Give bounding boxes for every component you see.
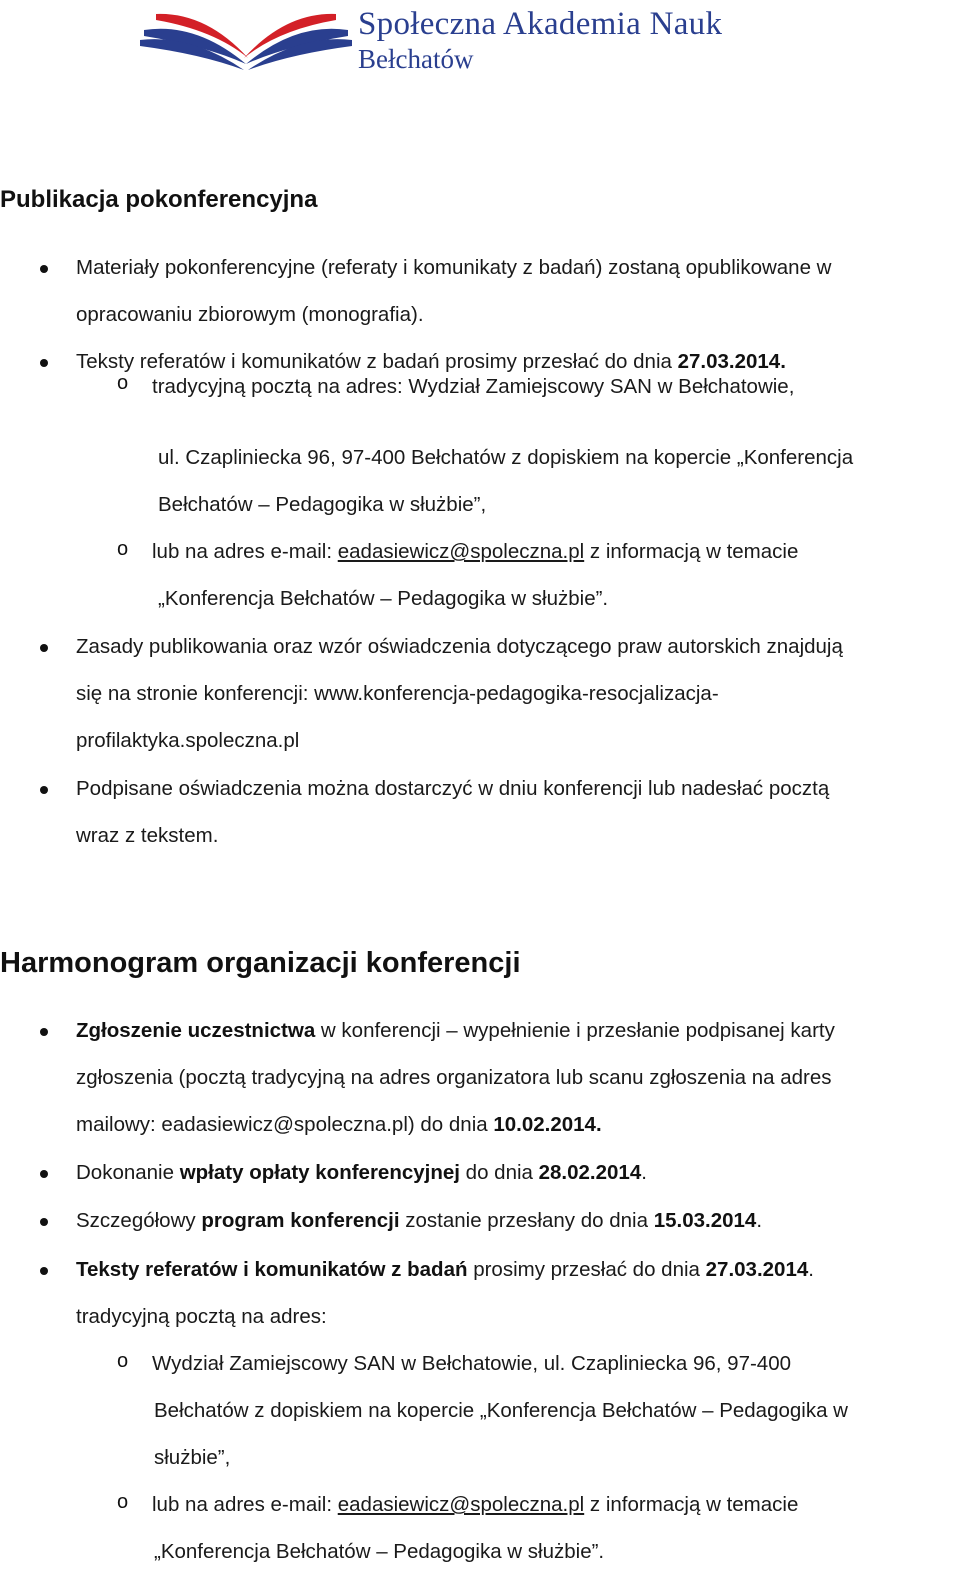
paragraph-text: do dnia (459, 1161, 539, 1184)
paragraph-text: lub na adres e-mail: (152, 540, 338, 563)
deadline-date: 27.03.2014 (705, 1258, 809, 1281)
paragraph-text: w konferencji – wypełnienie i przesłanie podpisanej karty (315, 1019, 835, 1042)
section-heading-schedule: Harmonogram organizacji konferencji (0, 947, 521, 979)
paragraph-text: zostanie przesłany do dnia (399, 1209, 654, 1232)
paragraph-line: tradycyjną pocztą na adres: (76, 1305, 327, 1328)
paragraph-line: opracowaniu zbiorowym (monografia). (76, 303, 424, 326)
logo-subtitle: Bełchatów (358, 44, 474, 74)
paragraph-line (76, 1207, 762, 1235)
paragraph-line: Wydział Zamiejscowy SAN w Bełchatowie, ul. Czapliniecka 96, 97-400 (152, 1352, 792, 1375)
paragraph-text: . (756, 1209, 763, 1232)
logo-title: Społeczna Akademia Nauk (358, 6, 723, 42)
book-emblem-icon (136, 2, 356, 82)
bold-text: wpłaty opłaty konferencyjnej (179, 1161, 460, 1184)
email-link[interactable]: eadasiewicz@spoleczna.pl (337, 540, 585, 563)
paragraph-text: z informacją w temacie (584, 540, 799, 563)
circle-bullet-icon: o (117, 1350, 129, 1372)
paragraph-text: mailowy: eadasiewicz@spoleczna.pl) do dnia (76, 1113, 494, 1136)
paragraph-line (76, 1111, 602, 1139)
circle-bullet-icon: o (117, 538, 129, 560)
paragraph-text: . (641, 1161, 647, 1184)
paragraph-line: ul. Czapliniecka 96, 97-400 Bełchatów z dopiskiem na kopercie „Konferencja (158, 446, 854, 469)
bold-text: Teksty referatów i komunikatów z badań (76, 1258, 468, 1281)
email-link[interactable]: eadasiewicz@spoleczna.pl (337, 1493, 585, 1516)
paragraph-line: Bełchatów z dopiskiem na kopercie „Konferencja Bełchatów – Pedagogika w (154, 1399, 848, 1422)
bullet-icon (40, 1170, 48, 1178)
bullet-icon (40, 1267, 48, 1275)
deadline-date: 15.03.2014 (653, 1209, 757, 1232)
paragraph-line (152, 1491, 798, 1519)
paragraph-text: Dokonanie (76, 1161, 180, 1184)
deadline-date: 28.02.2014 (538, 1161, 642, 1184)
paragraph-line (76, 1159, 647, 1187)
bullet-icon (40, 1218, 48, 1226)
bullet-icon (40, 786, 48, 794)
paragraph-line: wraz z tekstem. (76, 824, 219, 847)
paragraph-text: . (808, 1258, 814, 1281)
paragraph-line: Bełchatów – Pedagogika w służbie”, (158, 493, 487, 516)
paragraph-text: prosimy przesłać do dnia (467, 1258, 706, 1281)
paragraph-line: profilaktyka.spoleczna.pl (76, 729, 300, 752)
bullet-icon (40, 1028, 48, 1036)
paragraph-line: Materiały pokonferencyjne (referaty i komunikaty z badań) zostaną opublikowane w (76, 256, 832, 279)
paragraph-line (76, 1256, 814, 1284)
paragraph-line (152, 538, 798, 566)
header-logo (136, 2, 836, 82)
bullet-icon (40, 265, 48, 273)
paragraph-text: lub na adres e-mail: (152, 1493, 338, 1516)
paragraph-line: „Konferencja Bełchatów – Pedagogika w służbie”. (158, 587, 609, 610)
paragraph-text: Teksty referatów i komunikatów z badań prosimy przesłać do dnia (76, 350, 678, 373)
bullet-icon (40, 644, 48, 652)
paragraph-line: Podpisane oświadczenia można dostarczyć w dniu konferencji lub nadesłać pocztą (76, 777, 830, 800)
deadline-date: 27.03.2014. (677, 350, 786, 373)
section-heading-publication: Publikacja pokonferencyjna (0, 186, 318, 213)
paragraph-text: z informacją w temacie (584, 1493, 799, 1516)
paragraph-line: tradycyjną pocztą na adres: Wydział Zamiejscowy SAN w Bełchatowie, (152, 375, 795, 398)
paragraph-line: służbie”, (154, 1446, 231, 1469)
circle-bullet-icon: o (117, 372, 129, 394)
paragraph-line: Zasady publikowania oraz wzór oświadczenia dotyczącego praw autorskich znajdują (76, 635, 843, 658)
paragraph-line (76, 1017, 835, 1045)
bold-text: program konferencji (201, 1209, 400, 1232)
bold-text: Zgłoszenie uczestnictwa (76, 1019, 316, 1042)
bullet-icon (40, 359, 48, 367)
paragraph-line (76, 348, 786, 376)
paragraph-line: „Konferencja Bełchatów – Pedagogika w służbie”. (154, 1540, 605, 1563)
deadline-date: 10.02.2014. (493, 1113, 602, 1136)
circle-bullet-icon: o (117, 1491, 129, 1513)
paragraph-line: się na stronie konferencji: www.konferencja-pedagogika-resocjalizacja- (76, 682, 719, 705)
paragraph-text: Szczegółowy (76, 1209, 202, 1232)
paragraph-line: zgłoszenia (pocztą tradycyjną na adres organizatora lub scanu zgłoszenia na adres (76, 1066, 832, 1089)
